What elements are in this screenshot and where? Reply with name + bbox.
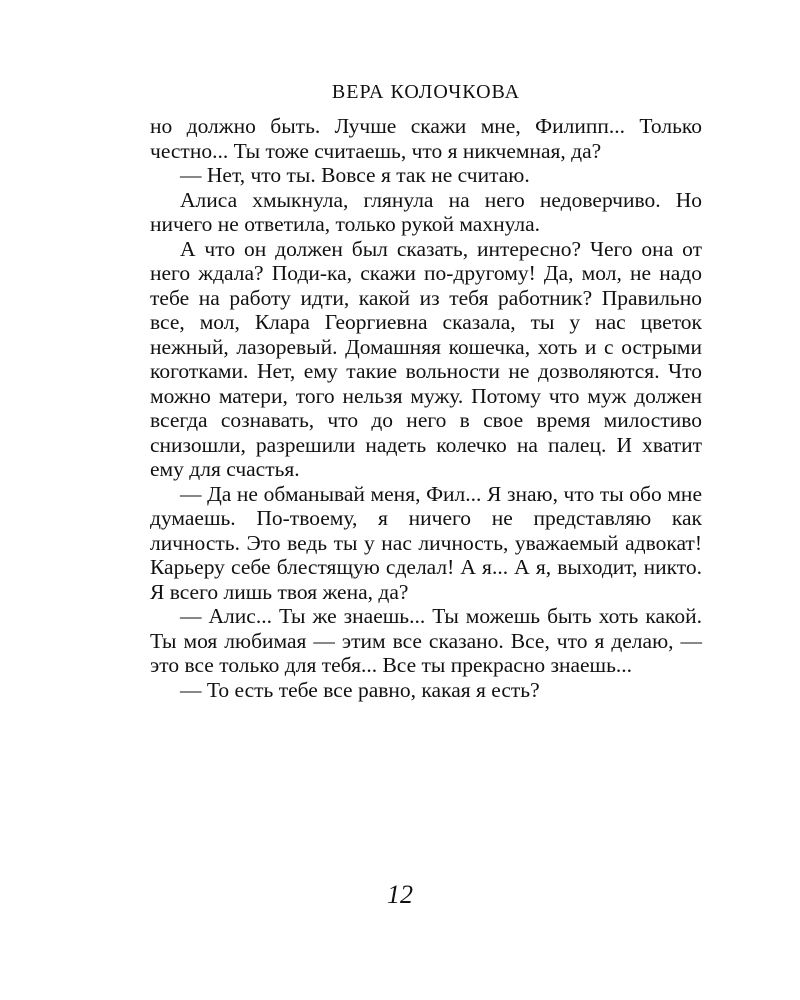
book-page <box>150 78 702 702</box>
paragraph: А что он должен был сказать, интересно? Чего она от него ждала? Поди-ка, скажи по-другому! Да, мол, не надо тебе на работу идти, какой из тебя работник? Правильно все, мол, Клара Георгиевна сказала, ты у нас цветок нежный, лазоревый. Домашняя кошечка, хоть и с острыми коготками. Нет, ему такие вольности не дозволяются. Что можно матери, того нельзя мужу. Потому что муж должен всегда сознавать, что до него в свое время милостиво снизошли, разрешили надеть колечко на палец. И хватит ему для счастья. <box>150 236 702 481</box>
page-number: 12 <box>387 880 413 909</box>
paragraph: — То есть тебе все равно, какая я есть? <box>180 677 540 702</box>
paragraph: — Алис... Ты же знаешь... Ты можешь быть хоть какой. Ты моя любимая — этим все сказано. Все, что я делаю, — это все только для тебя... Все ты прекрасно знаешь... <box>150 604 702 677</box>
running-head: ВЕРА КОЛОЧКОВА <box>331 81 521 103</box>
paragraph: Алиса хмыкнула, глянула на него недоверчиво. Но ничего не ответила, только рукой махнула. <box>150 187 702 236</box>
paragraph: — Да не обманывай меня, Фил... Я знаю, что ты обо мне думаешь. По-твоему, я ничего не представляю как личность. Это ведь ты у нас личность, уважаемый адвокат! Карьеру себе блестящую сделал! А я... А я, выходит, никто. Я всего лишь твоя жена, да? <box>150 481 702 604</box>
paragraph: — Нет, что ты. Вовсе я так не считаю. <box>180 163 530 187</box>
body-text <box>150 114 702 702</box>
paragraph: но должно быть. Лучше скажи мне, Филипп... Только честно... Ты тоже считаешь, что я никчемная, да? <box>150 114 702 163</box>
